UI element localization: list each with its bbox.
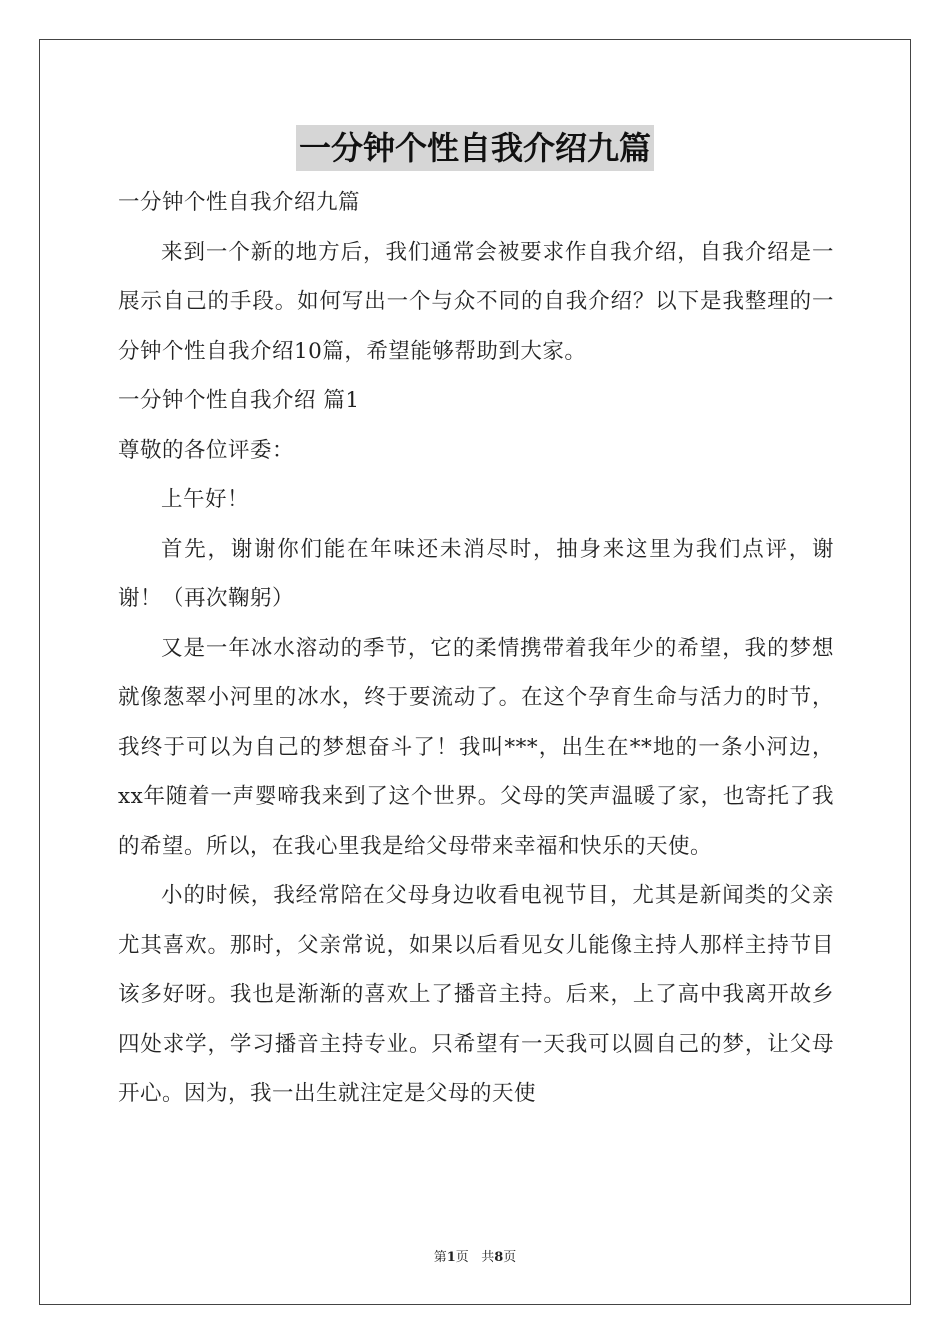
paragraph: 小的时候，我经常陪在父母身边收看电视节目，尤其是新闻类的父亲尤其喜欢。那时，父亲常说，如果以后看见女儿能像主持人那样主持节目该多好呀。我也是渐渐的喜欢上了播音主持。后来，上了高中我离开故乡四处求学，学习播音主持专业。只希望有一天我可以圆自己的梦，让父母开心。因为，我一出生就注定是父母的天使	[118, 883, 834, 1106]
total-prefix: 共	[481, 1250, 495, 1265]
document-body	[118, 178, 834, 1119]
total-pages: 8	[494, 1250, 504, 1265]
paragraph: 来到一个新的地方后，我们通常会被要求作自我介绍，自我介绍是一展示自己的手段。如何写出一个与众不同的自我介绍？以下是我整理的一分钟个性自我介绍10篇，希望能够帮助到大家。	[118, 239, 834, 364]
paragraph: 一分钟个性自我介绍九篇	[118, 190, 361, 215]
page-current: 1	[446, 1250, 456, 1265]
page-suffix: 页	[455, 1250, 469, 1265]
document-title: 一分钟个性自我介绍九篇	[296, 125, 654, 171]
paragraph: 上午好！	[161, 487, 250, 512]
salutation: 尊敬的各位评委：	[118, 437, 295, 463]
paragraph: 又是一年冰水溶动的季节，它的柔情携带着我年少的希望，我的梦想就像葱翠小河里的冰水，终于要流动了。在这个孕育生命与活力的时节，我终于可以为自己的梦想奋斗了！我叫***，出生在**地的一条小河边，xx年随着一声婴啼我来到了这个世界。父母的笑声温暖了家，也寄托了我的希望。所以，在我心里我是给父母带来幸福和快乐的天使。	[118, 635, 834, 859]
total-suffix: 页	[503, 1250, 517, 1265]
section-heading: 一分钟个性自我介绍 篇1	[118, 388, 360, 413]
title-area	[0, 125, 950, 171]
page-footer	[0, 1246, 950, 1265]
paragraph: 首先，谢谢你们能在年味还未消尽时，抽身来这里为我们点评，谢谢！（再次鞠躬）	[118, 536, 834, 611]
page-prefix: 第	[433, 1250, 447, 1265]
